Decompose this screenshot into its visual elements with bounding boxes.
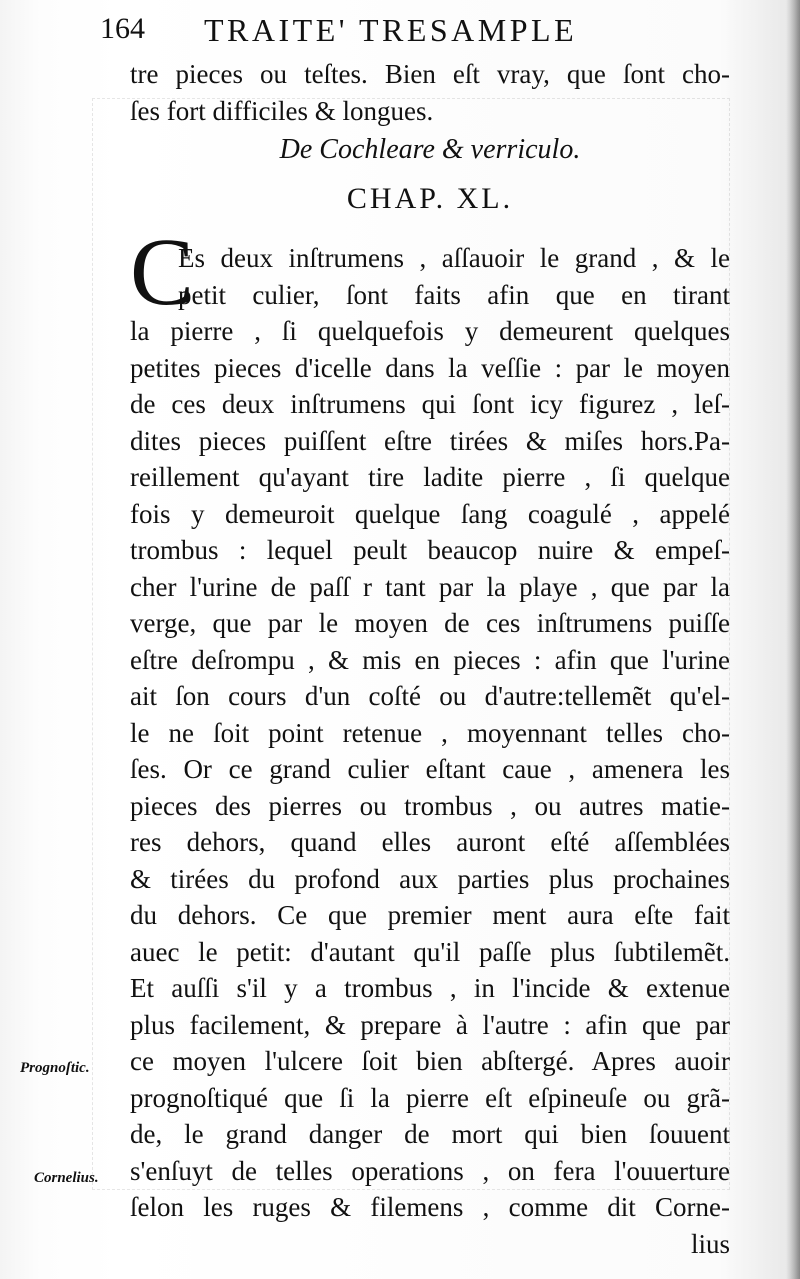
page-header: [100, 12, 660, 52]
text-line: cher l'urine de paſſ r tant par la playe , que par la: [130, 571, 730, 602]
text-line: verge, que par le moyen de ces inſtrumens puiſſe: [130, 608, 730, 638]
page-gutter-shadow: [786, 0, 800, 1279]
text-line: s'enſuyt de telles operations , on fera l'ouuerture: [130, 1155, 730, 1186]
text-line: auec le petit: d'autant qu'il paſſe plus ſubtilemẽt.: [130, 936, 730, 967]
text-line: dites pieces puiſſent eſtre tirées & miſes hors.Pa-: [130, 425, 730, 456]
text-line: ait ſon cours d'un coſté ou d'autre:tellemẽt qu'el-: [130, 681, 730, 711]
text-line: fois y demeuroit quelque ſang coagulé , appelé: [130, 498, 730, 529]
chapter-paragraph: [130, 240, 730, 1262]
text-line: ſes. Or ce grand culier eſtant caue , amenera les: [130, 754, 730, 784]
page-number: 164: [100, 12, 145, 45]
text-line: res dehors, quand elles auront eſté aſſemblées: [130, 827, 730, 857]
text-line: plus facilement, & prepare à l'autre : afin que par: [130, 1009, 730, 1040]
text-line: ce moyen l'ulcere ſoit bien abſtergé. Apres auoir: [130, 1046, 730, 1076]
text-line: petites pieces d'icelle dans la veſſie : par le moyen: [130, 352, 730, 383]
catchword: lius: [690, 1228, 730, 1259]
text-line: petit culier, ſont faits afin que en tirant: [178, 279, 730, 310]
text-line: & tirées du profond aux parties plus prochaines: [130, 863, 730, 894]
margin-note-prognostic: Prognoſtic.: [20, 1060, 90, 1076]
section-subtitle: De Cochleare & verriculo.: [279, 134, 581, 165]
text-line: ſelon les ruges & filemens , comme dit Corne-: [130, 1192, 730, 1222]
text-line: trombus : lequel peult beaucop nuire & empeſ-: [130, 535, 730, 565]
text-line: le ne ſoit point retenue , moyennant telles cho-: [130, 717, 730, 748]
margin-note-cornelius: Cornelius.: [34, 1170, 99, 1186]
drop-capital: C: [130, 218, 195, 325]
text-line: de ces deux inſtrumens qui ſont icy figurez , leſ-: [130, 389, 730, 419]
opening-lines: [130, 56, 730, 129]
text-line: la pierre , ſi quelquefois y demeurent quelques: [130, 316, 730, 346]
text-line: pieces des pierres ou trombus , ou autres matie-: [130, 790, 730, 821]
text-line: prognoſtiqué que ſi la pierre eſt eſpineuſe ou grã-: [130, 1082, 730, 1113]
text-line: eſtre deſrompu , & mis en pieces : afin que l'urine: [130, 644, 730, 675]
text-line: du dehors. Ce que premier ment aura eſte fait: [130, 900, 730, 930]
running-head: TRAITE' TRESAMPLE: [204, 12, 578, 48]
text-line: tre pieces ou teſtes. Bien eſt vray, que ſont cho-: [130, 59, 730, 89]
chapter-heading: CHAP. XL.: [346, 182, 514, 215]
text-line: de, le grand danger de mort qui bien ſouuent: [130, 1119, 730, 1149]
text-line: ſes fort difficiles & longues.: [130, 95, 434, 126]
text-line: reillement qu'ayant tire ladite pierre , ſi quelque: [130, 462, 730, 492]
text-line: Es deux inſtrumens , aſſauoir le grand , & le: [178, 243, 730, 273]
text-line: Et auſſi s'il y a trombus , in l'incide & extenue: [130, 973, 730, 1003]
